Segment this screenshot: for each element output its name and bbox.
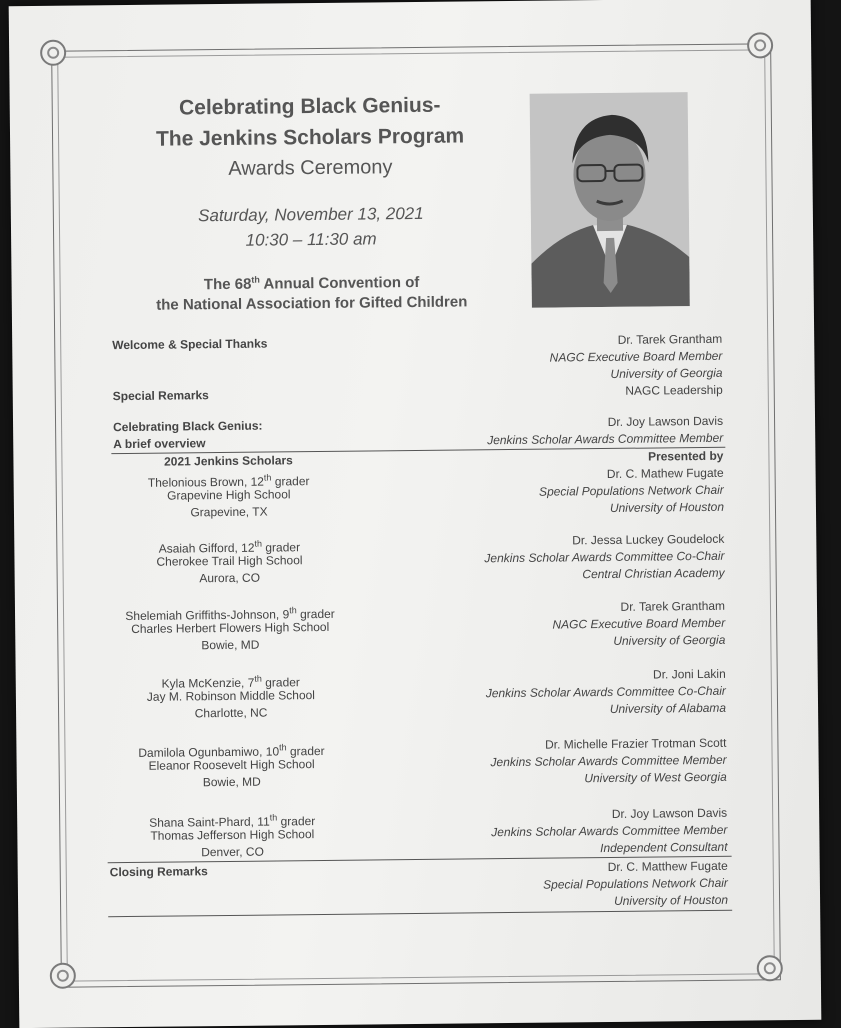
presenter-role: Jenkins Scholar Awards Committee Member	[437, 822, 727, 842]
scholars-heading: 2021 Jenkins Scholars	[113, 452, 343, 471]
welcome-role: NAGC Executive Board Member	[432, 348, 722, 368]
presenter-affiliation: University of Houston	[434, 499, 724, 519]
overview-label: Celebrating Black Genius:	[113, 418, 263, 437]
scholar-city: Bowie, MD	[117, 773, 347, 792]
corner-ornament-icon	[757, 955, 783, 981]
scholar-school: Eleanor Roosevelt High School	[117, 756, 347, 775]
scholar-name: Shana Saint-Phard, 11th grader	[117, 809, 347, 832]
portrait-drawing	[530, 92, 690, 308]
special-remarks-speaker: NAGC Leadership	[433, 382, 723, 402]
event-time: 10:30 – 11:30 am	[81, 228, 541, 253]
closing-role: Special Populations Network Chair	[438, 875, 728, 895]
scholar-name: Shelemiah Griffiths-Johnson, 9th grader	[115, 602, 345, 625]
scholar-city: Bowie, MD	[115, 636, 345, 655]
scholar-name: Kyla McKenzie, 7th grader	[116, 670, 346, 693]
corner-ornament-icon	[747, 32, 773, 58]
convention-line-1: The 68th Annual Convention of	[82, 272, 542, 295]
presenter-name: Dr. Joni Lakin	[436, 666, 726, 686]
scholar-name: Asaiah Gifford, 12th grader	[114, 535, 344, 558]
scholar-name: Thelonious Brown, 12th grader	[114, 469, 344, 492]
convention-line-2: the National Association for Gifted Children	[82, 293, 542, 315]
presented-by-heading: Presented by	[433, 448, 723, 468]
closing-affiliation: University of Houston	[438, 892, 728, 912]
presenter-role: Jenkins Scholar Awards Committee Member	[437, 752, 727, 772]
presenter-name: Dr. Joy Lawson Davis	[437, 805, 727, 825]
presenter-affiliation: University of West Georgia	[437, 769, 727, 789]
presenter-affiliation: Central Christian Academy	[435, 565, 725, 585]
presenter-role: Jenkins Scholar Awards Committee Co-Chair	[434, 548, 724, 568]
welcome-label: Welcome & Special Thanks	[112, 336, 267, 355]
scholar-school: Grapevine High School	[114, 486, 344, 505]
overview-role: Jenkins Scholar Awards Committee Member	[433, 430, 723, 450]
presenter-name: Dr. Tarek Grantham	[435, 598, 725, 618]
scholar-city: Denver, CO	[117, 843, 347, 862]
scholar-school: Charles Herbert Flowers High School	[115, 619, 345, 638]
overview-sublabel: A brief overview	[113, 435, 205, 453]
presenter-name: Dr. Jessa Luckey Goudelock	[434, 531, 724, 551]
presenter-affiliation: Independent Consultant	[437, 839, 727, 859]
title-line-3: Awards Ceremony	[80, 155, 540, 183]
scholar-school: Jay M. Robinson Middle School	[116, 687, 346, 706]
title-line-2: The Jenkins Scholars Program	[80, 124, 540, 153]
scholar-city: Charlotte, NC	[116, 704, 346, 723]
presenter-name: Dr. C. Mathew Fugate	[434, 465, 724, 485]
presenter-role: Special Populations Network Chair	[434, 482, 724, 502]
welcome-affiliation: University of Georgia	[432, 365, 722, 385]
event-date: Saturday, November 13, 2021	[81, 203, 541, 228]
program-sheet	[9, 0, 822, 1028]
scholar-school: Cherokee Trail High School	[114, 552, 344, 571]
presenter-role: Jenkins Scholar Awards Committee Co-Chair	[436, 683, 726, 703]
scholar-city: Aurora, CO	[115, 569, 345, 588]
closing-speaker: Dr. C. Matthew Fugate	[438, 858, 728, 878]
presenter-affiliation: University of Georgia	[435, 632, 725, 652]
corner-ornament-icon	[40, 40, 66, 66]
presenter-role: NAGC Executive Board Member	[435, 615, 725, 635]
scholar-school: Thomas Jefferson High School	[117, 826, 347, 845]
welcome-speaker: Dr. Tarek Grantham	[432, 331, 722, 351]
portrait-photo	[530, 92, 690, 308]
scholar-name: Damilola Ogunbamiwo, 10th grader	[116, 739, 346, 762]
presenter-name: Dr. Michelle Frazier Trotman Scott	[436, 735, 726, 755]
scholar-city: Grapevine, TX	[114, 503, 344, 522]
presenter-affiliation: University of Alabama	[436, 700, 726, 720]
title-line-1: Celebrating Black Genius-	[80, 93, 540, 122]
corner-ornament-icon	[50, 963, 76, 989]
overview-speaker: Dr. Joy Lawson Davis	[433, 413, 723, 433]
special-remarks-label: Special Remarks	[113, 387, 209, 405]
closing-label: Closing Remarks	[110, 863, 208, 881]
